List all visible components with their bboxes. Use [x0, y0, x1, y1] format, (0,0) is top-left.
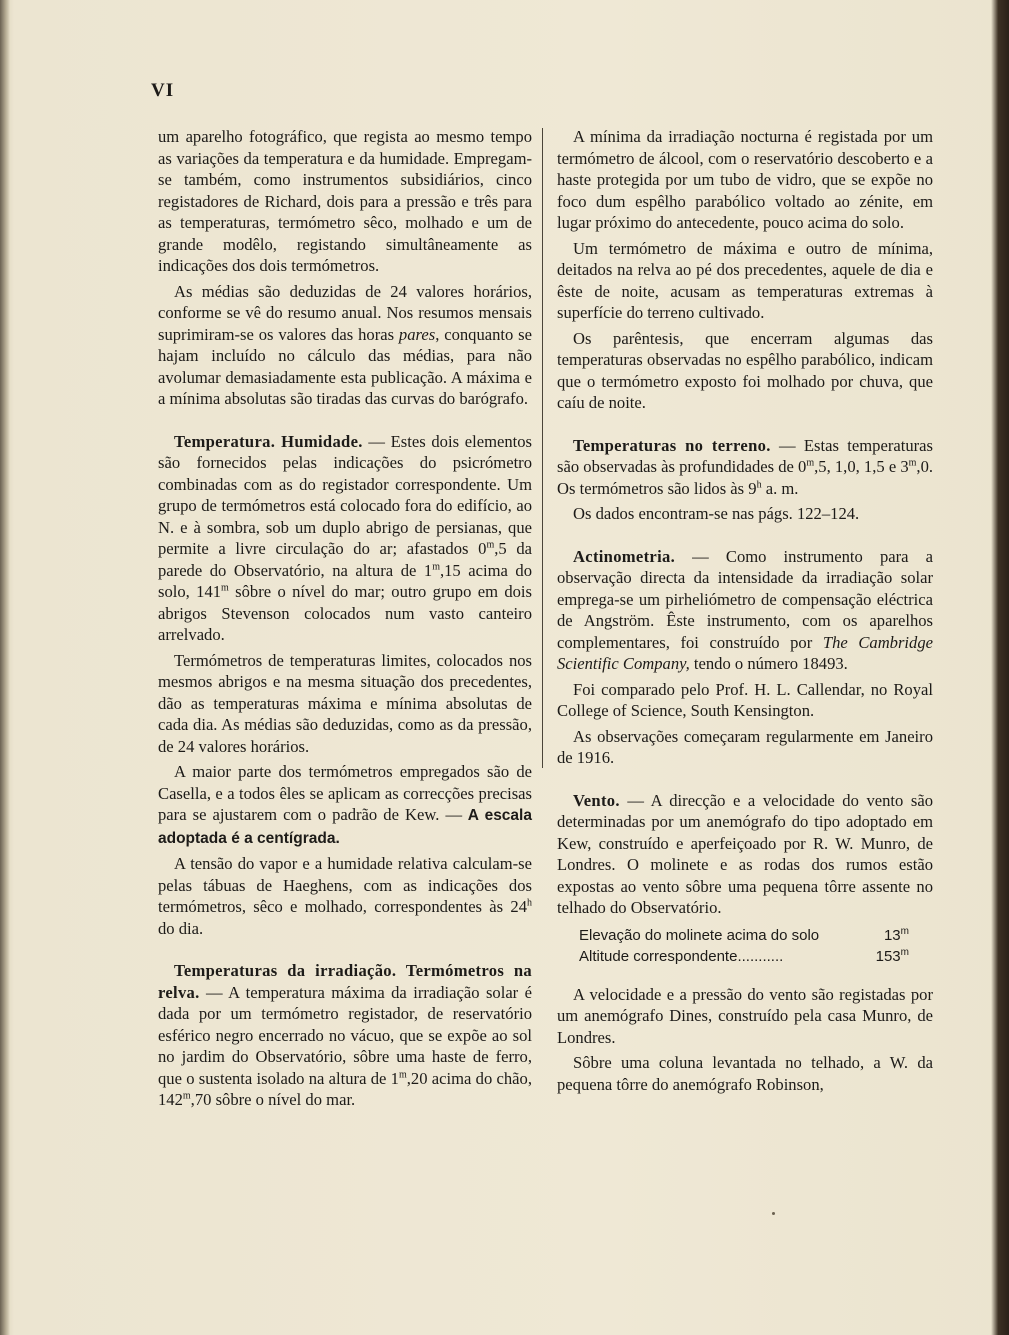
paragraph: um aparelho fotográfico, que regista ao mesmo tempo as variações da temperatura e da humidade. Empregam-se também, como instrumentos subsidiários, cinco registadores de Richard, dois para a pressão e três para as temperaturas, termómetro sêco, molhado e um de grande modêlo, registando simultâneamente as indicações dos dois termómetros. — [158, 127, 532, 275]
italic-text: pares — [398, 324, 436, 344]
table-row-label: Elevação do molinete acima do solo — [579, 926, 820, 944]
wind-elevation-table — [557, 925, 933, 968]
text: A maior parte dos termómetros empregados são de Casella, e a todos êles se aplicam as correcções precisas para se ajustarem com o padrão de Kew. — — [158, 762, 532, 824]
text: ,15 acima do solo, 141 — [158, 560, 533, 601]
paragraph: Os parêntesis, que encerram algumas das temperaturas observadas no espêlho parabólico, indicam que o termómetro exposto foi molhado por chuva, que caíu de noite. — [557, 328, 933, 412]
value: 153 — [875, 948, 901, 965]
unit: m — [900, 925, 909, 937]
unit: m — [900, 947, 909, 958]
paragraph: Foi comparado pelo Prof. H. L. Callendar, no Royal College of Science, South Kensington. — [557, 679, 933, 720]
table-row — [579, 946, 909, 968]
paragraph: Termómetros de temperaturas limites, colocados nos mesmos abrigos e na mesma situação dos precedentes, dão as temperaturas máxima e mínima absolutas de cada dia. As médias são deduzidas, como as da pressão, de 24 valores horários. — [158, 650, 532, 756]
superscript: m — [432, 560, 440, 572]
paragraph: Sôbre uma coluna levantada no telhado, a W. da pequena tôrre do anemógrafo Robinson, — [557, 1053, 933, 1094]
paragraph: A velocidade e a pressão do vento são registadas por um anemógrafo Dines, construído pela casa Munro, de Londres. — [557, 984, 933, 1047]
table-row-label: Altitude correspondente........... — [579, 948, 784, 965]
section-paragraph — [557, 546, 933, 675]
paragraph: As observações começaram regularmente em Janeiro de 1916. — [557, 726, 933, 767]
italic-text: The Cambridge Scientific Company, — [557, 632, 934, 673]
page-edge-shadow — [991, 0, 1009, 1335]
book-spine-shadow — [0, 0, 10, 1335]
text: — A direcção e a velocidade do vento são determinadas por um anemógrafo do tipo adoptado em Kew, construído e aperfeiçoado por R. W. Munro, de Londres. O molinete e as rodas dos rumos estão expostas ao vento sôbre uma pequena tôrre assente no telhado do Observatório. — [557, 790, 933, 917]
value: 13 — [883, 926, 901, 944]
superscript: m — [182, 1090, 191, 1102]
text: As médias são deduzidas de 24 valores horários, conforme se vê do resumo anual. Nos resumos mensais suprimiram-se os valores das horas — [158, 281, 532, 344]
text: do dia. — [158, 918, 204, 938]
text: sôbre o nível do mar; outro grupo em dois abrigos Stevenson colocados num vasto canteiro arrelvado. — [158, 582, 532, 644]
section-heading-temperatura: Temperatura. Humidade. — [174, 431, 363, 451]
text: tendo o número 18493. — [689, 654, 848, 673]
text: ,5 da parede do Observatório, na altura de 1 — [158, 539, 532, 580]
text: , conquanto se hajam incluído no cálculo das médias, para não avolumar demasiadamente esta publicação. A máxima e a mínima absolutas são tiradas das curvas do barógrafo. — [158, 324, 533, 408]
text: A tensão do vapor e a humidade relativa calculam-se pelas tábuas de Haeghens, com as indicações dos termómetros, sêco e molhado, correspondentes às 24 — [158, 854, 532, 916]
text: ,20 acima do chão, 142 — [158, 1068, 532, 1109]
ink-speck — [772, 1212, 775, 1215]
bold-statement: A escala adoptada é a centígrada. — [158, 807, 532, 847]
text: — Como instrumento para a observação directa da intensidade da irradiação solar emprega-se um pirheliómetro de compensação eléctrica de Angström. Êste instrumento, com os aparelhos complementares, foi construído por — [557, 546, 933, 652]
section-heading-vento: Vento. — [573, 790, 620, 810]
section-heading-actinometria: Actinometria. — [573, 546, 676, 566]
superscript: m — [221, 582, 229, 594]
text: — Estas temperaturas são observadas às profundidades de 0 — [557, 435, 933, 476]
section-paragraph — [557, 435, 933, 500]
superscript: h — [756, 478, 762, 490]
paragraph: A mínima da irradiação nocturna é registada por um termómetro de álcool, com o reservatório descoberto e a haste protegida por um tubo de vidro, que se expõe no foco dum espêlho parabólico voltado ao zénite, em lugar próximo do antecedente, pouco acima do solo. — [557, 127, 933, 232]
paragraph: Os dados encontram-se nas págs. 122–124. — [573, 504, 860, 523]
section-paragraph — [158, 431, 532, 646]
table-row-value — [876, 946, 909, 968]
paragraph — [158, 853, 532, 939]
superscript: m — [908, 457, 917, 469]
text: ,5, 1,0, 1,5 e 3 — [814, 457, 909, 476]
table-row — [579, 925, 909, 947]
superscript: m — [398, 1068, 407, 1080]
section-paragraph — [158, 960, 532, 1111]
section-paragraph — [557, 790, 933, 919]
paragraph — [158, 761, 532, 849]
page-number: VI — [151, 80, 175, 101]
text: ,70 sôbre o nível do mar. — [190, 1090, 356, 1109]
left-column — [158, 126, 532, 1115]
section-heading-irradiacao: Temperaturas da irradiação. Termómetros na relva. — [158, 961, 532, 1002]
superscript: h — [527, 897, 532, 909]
text: ,0. Os termómetros são lidos às 9 — [557, 457, 934, 498]
section-heading-terreno: Temperaturas no terreno. — [573, 435, 771, 455]
right-column — [557, 126, 933, 1099]
table-row-value — [884, 925, 909, 947]
text: — A temperatura máxima da irradiação solar é dada por um termómetro registador, de reservatório esférico negro encerrado no vácuo, que se expõe ao sol no jardim do Observatório, sôbre uma haste de ferro, que o sustenta isolado na altura de 1 — [158, 982, 532, 1088]
column-divider — [542, 128, 543, 768]
paragraph: Um termómetro de máxima e outro de mínima, deitados na relva ao pé dos precedentes, aquele de dia e êste de noite, acusam as temperaturas extremas à superfície do terreno cultivado. — [557, 238, 933, 322]
text: — Estes dois elementos são fornecidos pelas indicações do psicrómetro combinadas com as do registador correspondente. Um grupo de termómetros está colocado fora do edifício, ao N. e à sombra, sob um duplo abrigo de persianas, que permite a livre circulação do ar; afastados 0 — [158, 431, 533, 558]
superscript: m — [486, 539, 495, 551]
superscript: m — [806, 457, 815, 469]
paragraph — [158, 281, 532, 410]
text: a. m. — [761, 478, 799, 498]
